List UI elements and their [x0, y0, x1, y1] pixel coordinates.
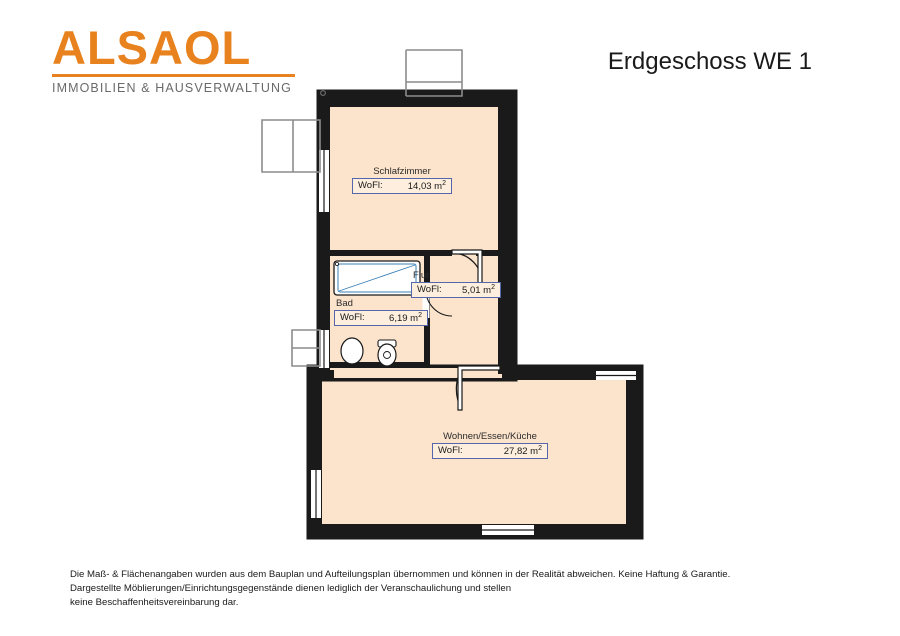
wall-interior-horizontal-1 — [330, 250, 452, 256]
room-name-schlafzimmer: Schlafzimmer — [373, 166, 431, 177]
wall-upper-right — [498, 96, 510, 374]
area-unit-exponent: 2 — [442, 180, 446, 187]
room-area-schlafzimmer — [352, 178, 452, 194]
room-area-flur — [411, 282, 501, 298]
sink-icon — [341, 338, 363, 364]
area-label-schlafzimmer: WoFl: — [358, 180, 383, 191]
room-label-flur — [411, 270, 499, 298]
room-label-schlafzimmer — [352, 166, 452, 194]
room-label-wohnen-essen-kueche — [420, 431, 560, 459]
room-name-wohnen-essen-kueche: Wohnen/Essen/Küche — [443, 431, 537, 442]
bay-upper-left — [262, 120, 320, 172]
area-unit-exponent-wohnen: 2 — [538, 445, 542, 452]
room-area-bad — [334, 310, 428, 326]
page-title: Erdgeschoss WE 1 — [607, 48, 812, 75]
wall-interior-horizontal-2 — [330, 362, 426, 368]
area-label-flur: WoFl: — [417, 284, 442, 295]
logo-subtitle: IMMOBILIEN & HAUSVERWALTUNG — [52, 81, 292, 95]
room-name-flur: Flur — [413, 270, 430, 281]
disclaimer-line-1: Die Maß- & Flächenangaben wurden aus dem Bauplan und Aufteilungsplan übernommen und können in der Realität abweichen. Keine Haftung & Garantie. — [70, 569, 731, 580]
area-value-schlafzimmer: 14,03 $m^2$ — [407, 180, 446, 193]
room-label-bad — [334, 298, 424, 326]
disclaimer-text — [70, 568, 860, 610]
area-unit-exponent-flur: 2 — [491, 284, 495, 291]
area-value-bad: 6,19 $m^2$ — [389, 312, 422, 325]
room-name-bad: Bad — [336, 298, 353, 309]
wall-lower-bottom — [310, 524, 638, 535]
balcony-top — [406, 50, 462, 96]
area-value-wohnen: 27,82 $m^2$ — [503, 445, 542, 458]
logo-wordmark: ALSAOL — [52, 21, 252, 74]
toilet-bowl-icon — [378, 344, 396, 366]
area-value-flur: 5,01 $m^2$ — [462, 284, 495, 297]
area-label-bad: WoFl: — [340, 312, 365, 323]
area-unit-exponent-bad: 2 — [418, 312, 422, 319]
wall-lower-right — [626, 370, 638, 536]
wall-lower-top-left — [310, 370, 334, 380]
area-label-wohnen: WoFl: — [438, 445, 463, 456]
room-fill-upper — [330, 100, 505, 370]
disclaimer-line-3: keine Beschaffenheitsvereinbarung dar. — [70, 596, 239, 608]
wall-upper-top — [318, 96, 510, 107]
room-area-wohnen-essen-kueche — [432, 443, 548, 459]
disclaimer-line-2: Dargestellte Möblierungen/Einrichtungsgegenstände dienen lediglich der Veranschaulichung und stellen — [70, 582, 512, 594]
